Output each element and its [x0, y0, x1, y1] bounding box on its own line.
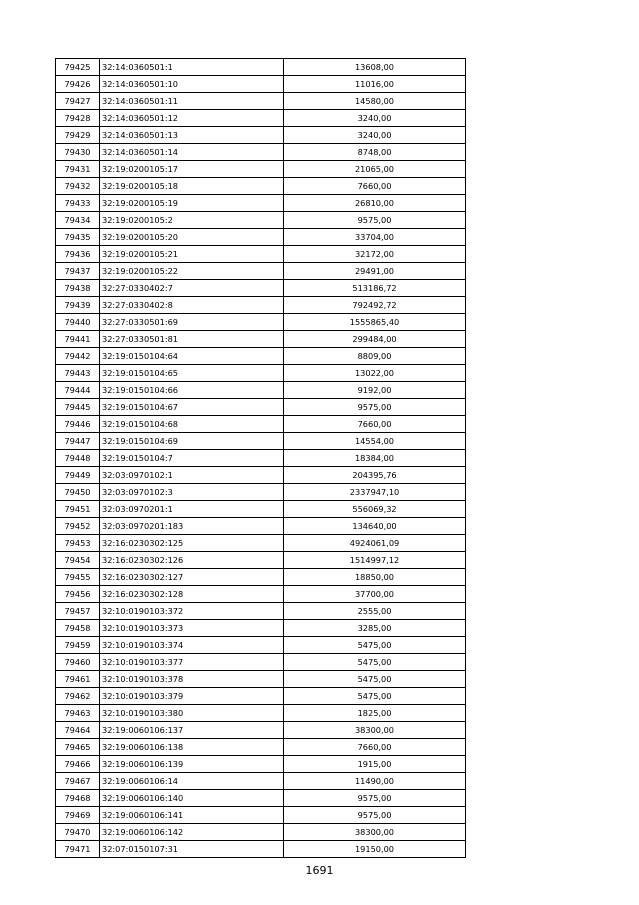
- table-row: [56, 484, 466, 501]
- row-id-cell: 79463: [56, 705, 100, 722]
- row-id-cell: 79446: [56, 416, 100, 433]
- cadastral-number-cell: 32:19:0060106:141: [100, 807, 284, 824]
- table-row: [56, 773, 466, 790]
- value-cell: 19150,00: [284, 841, 466, 858]
- table-row: [56, 314, 466, 331]
- value-cell: 9575,00: [284, 807, 466, 824]
- cadastral-number-cell: 32:19:0200105:2: [100, 212, 284, 229]
- row-id-cell: 79433: [56, 195, 100, 212]
- table-row: [56, 297, 466, 314]
- row-id-cell: 79467: [56, 773, 100, 790]
- value-cell: 9575,00: [284, 790, 466, 807]
- value-cell: 38300,00: [284, 722, 466, 739]
- row-id-cell: 79443: [56, 365, 100, 382]
- cadastral-number-cell: 32:16:0230302:125: [100, 535, 284, 552]
- table-row: [56, 807, 466, 824]
- row-id-cell: 79437: [56, 263, 100, 280]
- cadastral-number-cell: 32:16:0230302:128: [100, 586, 284, 603]
- row-id-cell: 79470: [56, 824, 100, 841]
- cadastral-number-cell: 32:19:0060106:138: [100, 739, 284, 756]
- table-row: [56, 280, 466, 297]
- table-row: [56, 229, 466, 246]
- value-cell: 13022,00: [284, 365, 466, 382]
- cadastral-number-cell: 32:07:0150107:31: [100, 841, 284, 858]
- value-cell: 14580,00: [284, 93, 466, 110]
- cadastral-number-cell: 32:03:0970102:1: [100, 467, 284, 484]
- table-row: [56, 722, 466, 739]
- cadastral-number-cell: 32:27:0330501:81: [100, 331, 284, 348]
- value-cell: 33704,00: [284, 229, 466, 246]
- value-cell: 513186,72: [284, 280, 466, 297]
- cadastral-number-cell: 32:14:0360501:13: [100, 127, 284, 144]
- row-id-cell: 79461: [56, 671, 100, 688]
- row-id-cell: 79434: [56, 212, 100, 229]
- cadastral-number-cell: 32:19:0200105:20: [100, 229, 284, 246]
- value-cell: 18850,00: [284, 569, 466, 586]
- cadastral-number-cell: 32:14:0360501:10: [100, 76, 284, 93]
- row-id-cell: 79451: [56, 501, 100, 518]
- row-id-cell: 79432: [56, 178, 100, 195]
- row-id-cell: 79444: [56, 382, 100, 399]
- table-row: [56, 671, 466, 688]
- row-id-cell: 79429: [56, 127, 100, 144]
- cadastral-number-cell: 32:19:0200105:18: [100, 178, 284, 195]
- value-cell: 2555,00: [284, 603, 466, 620]
- table-row: [56, 824, 466, 841]
- cadastral-number-cell: 32:10:0190103:374: [100, 637, 284, 654]
- table-row: [56, 331, 466, 348]
- value-cell: 14554,00: [284, 433, 466, 450]
- row-id-cell: 79462: [56, 688, 100, 705]
- cadastral-number-cell: 32:10:0190103:372: [100, 603, 284, 620]
- row-id-cell: 79426: [56, 76, 100, 93]
- row-id-cell: 79425: [56, 59, 100, 76]
- table-row: [56, 144, 466, 161]
- value-cell: 3285,00: [284, 620, 466, 637]
- table-row: [56, 620, 466, 637]
- cadastral-number-cell: 32:14:0360501:12: [100, 110, 284, 127]
- row-id-cell: 79435: [56, 229, 100, 246]
- row-id-cell: 79471: [56, 841, 100, 858]
- cadastral-number-cell: 32:19:0060106:137: [100, 722, 284, 739]
- value-cell: 37700,00: [284, 586, 466, 603]
- cadastral-number-cell: 32:19:0150104:67: [100, 399, 284, 416]
- table-row: [56, 416, 466, 433]
- row-id-cell: 79448: [56, 450, 100, 467]
- value-cell: 8748,00: [284, 144, 466, 161]
- cadastral-number-cell: 32:19:0150104:64: [100, 348, 284, 365]
- table-row: [56, 161, 466, 178]
- value-cell: 4924061,09: [284, 535, 466, 552]
- table-row: [56, 535, 466, 552]
- cadastral-number-cell: 32:19:0200105:19: [100, 195, 284, 212]
- table-row: [56, 501, 466, 518]
- value-cell: 9575,00: [284, 399, 466, 416]
- table-row: [56, 93, 466, 110]
- value-cell: 2337947,10: [284, 484, 466, 501]
- value-cell: 13608,00: [284, 59, 466, 76]
- row-id-cell: 79431: [56, 161, 100, 178]
- cadastral-number-cell: 32:27:0330402:8: [100, 297, 284, 314]
- table-row: [56, 178, 466, 195]
- data-table: [55, 58, 466, 858]
- cadastral-number-cell: 32:03:0970201:183: [100, 518, 284, 535]
- table-row: [56, 246, 466, 263]
- cadastral-number-cell: 32:19:0060106:142: [100, 824, 284, 841]
- row-id-cell: 79456: [56, 586, 100, 603]
- row-id-cell: 79438: [56, 280, 100, 297]
- cadastral-number-cell: 32:10:0190103:373: [100, 620, 284, 637]
- cadastral-number-cell: 32:14:0360501:1: [100, 59, 284, 76]
- value-cell: 8809,00: [284, 348, 466, 365]
- row-id-cell: 79458: [56, 620, 100, 637]
- cadastral-number-cell: 32:19:0200105:21: [100, 246, 284, 263]
- row-id-cell: 79439: [56, 297, 100, 314]
- value-cell: 1555865,40: [284, 314, 466, 331]
- row-id-cell: 79428: [56, 110, 100, 127]
- row-id-cell: 79452: [56, 518, 100, 535]
- cadastral-number-cell: 32:14:0360501:14: [100, 144, 284, 161]
- table-row: [56, 59, 466, 76]
- row-id-cell: 79441: [56, 331, 100, 348]
- value-cell: 38300,00: [284, 824, 466, 841]
- cadastral-number-cell: 32:27:0330501:69: [100, 314, 284, 331]
- table-row: [56, 688, 466, 705]
- cadastral-number-cell: 32:16:0230302:126: [100, 552, 284, 569]
- cadastral-number-cell: 32:10:0190103:377: [100, 654, 284, 671]
- cadastral-number-cell: 32:19:0060106:14: [100, 773, 284, 790]
- value-cell: 204395,76: [284, 467, 466, 484]
- table-row: [56, 569, 466, 586]
- row-id-cell: 79447: [56, 433, 100, 450]
- table-row: [56, 654, 466, 671]
- value-cell: 556069,32: [284, 501, 466, 518]
- table-row: [56, 212, 466, 229]
- row-id-cell: 79436: [56, 246, 100, 263]
- value-cell: 32172,00: [284, 246, 466, 263]
- value-cell: 18384,00: [284, 450, 466, 467]
- table-row: [56, 552, 466, 569]
- value-cell: 5475,00: [284, 688, 466, 705]
- cadastral-number-cell: 32:16:0230302:127: [100, 569, 284, 586]
- table-row: [56, 348, 466, 365]
- cadastral-number-cell: 32:10:0190103:378: [100, 671, 284, 688]
- table-row: [56, 467, 466, 484]
- value-cell: 26810,00: [284, 195, 466, 212]
- row-id-cell: 79457: [56, 603, 100, 620]
- cadastral-number-cell: 32:19:0150104:69: [100, 433, 284, 450]
- row-id-cell: 79455: [56, 569, 100, 586]
- value-cell: 1825,00: [284, 705, 466, 722]
- row-id-cell: 79453: [56, 535, 100, 552]
- value-cell: 9575,00: [284, 212, 466, 229]
- cadastral-number-cell: 32:19:0150104:66: [100, 382, 284, 399]
- table-row: [56, 76, 466, 93]
- value-cell: 7660,00: [284, 178, 466, 195]
- row-id-cell: 79427: [56, 93, 100, 110]
- cadastral-number-cell: 32:19:0150104:7: [100, 450, 284, 467]
- value-cell: 5475,00: [284, 654, 466, 671]
- table-row: [56, 450, 466, 467]
- table-row: [56, 110, 466, 127]
- row-id-cell: 79464: [56, 722, 100, 739]
- cadastral-number-cell: 32:03:0970201:1: [100, 501, 284, 518]
- table-row: [56, 127, 466, 144]
- table-row: [56, 790, 466, 807]
- row-id-cell: 79454: [56, 552, 100, 569]
- cadastral-number-cell: 32:19:0150104:68: [100, 416, 284, 433]
- row-id-cell: 79460: [56, 654, 100, 671]
- row-id-cell: 79459: [56, 637, 100, 654]
- cadastral-number-cell: 32:14:0360501:11: [100, 93, 284, 110]
- value-cell: 7660,00: [284, 416, 466, 433]
- table-row: [56, 195, 466, 212]
- value-cell: 3240,00: [284, 127, 466, 144]
- row-id-cell: 79442: [56, 348, 100, 365]
- table-row: [56, 603, 466, 620]
- cadastral-number-cell: 32:19:0060106:140: [100, 790, 284, 807]
- value-cell: 299484,00: [284, 331, 466, 348]
- page-number: 1691: [305, 864, 334, 877]
- value-cell: 1514997,12: [284, 552, 466, 569]
- value-cell: 9192,00: [284, 382, 466, 399]
- table-row: [56, 739, 466, 756]
- row-id-cell: 79466: [56, 756, 100, 773]
- table-row: [56, 365, 466, 382]
- row-id-cell: 79465: [56, 739, 100, 756]
- row-id-cell: 79445: [56, 399, 100, 416]
- table-row: [56, 756, 466, 773]
- table-body: [56, 59, 466, 858]
- value-cell: 29491,00: [284, 263, 466, 280]
- table-row: [56, 382, 466, 399]
- cadastral-number-cell: 32:19:0200105:17: [100, 161, 284, 178]
- cadastral-number-cell: 32:19:0060106:139: [100, 756, 284, 773]
- cadastral-number-cell: 32:19:0150104:65: [100, 365, 284, 382]
- cadastral-number-cell: 32:19:0200105:22: [100, 263, 284, 280]
- value-cell: 21065,00: [284, 161, 466, 178]
- table-row: [56, 433, 466, 450]
- value-cell: 5475,00: [284, 671, 466, 688]
- cadastral-number-cell: 32:27:0330402:7: [100, 280, 284, 297]
- table-row: [56, 399, 466, 416]
- row-id-cell: 79440: [56, 314, 100, 331]
- table-row: [56, 263, 466, 280]
- table-row: [56, 637, 466, 654]
- table-row: [56, 586, 466, 603]
- row-id-cell: 79469: [56, 807, 100, 824]
- value-cell: 3240,00: [284, 110, 466, 127]
- value-cell: 7660,00: [284, 739, 466, 756]
- value-cell: 11016,00: [284, 76, 466, 93]
- value-cell: 1915,00: [284, 756, 466, 773]
- table-row: [56, 841, 466, 858]
- value-cell: 5475,00: [284, 637, 466, 654]
- row-id-cell: 79450: [56, 484, 100, 501]
- cadastral-number-cell: 32:10:0190103:379: [100, 688, 284, 705]
- table-row: [56, 705, 466, 722]
- row-id-cell: 79430: [56, 144, 100, 161]
- value-cell: 792492,72: [284, 297, 466, 314]
- row-id-cell: 79449: [56, 467, 100, 484]
- cadastral-number-cell: 32:03:0970102:3: [100, 484, 284, 501]
- table-row: [56, 518, 466, 535]
- row-id-cell: 79468: [56, 790, 100, 807]
- value-cell: 11490,00: [284, 773, 466, 790]
- value-cell: 134640,00: [284, 518, 466, 535]
- cadastral-number-cell: 32:10:0190103:380: [100, 705, 284, 722]
